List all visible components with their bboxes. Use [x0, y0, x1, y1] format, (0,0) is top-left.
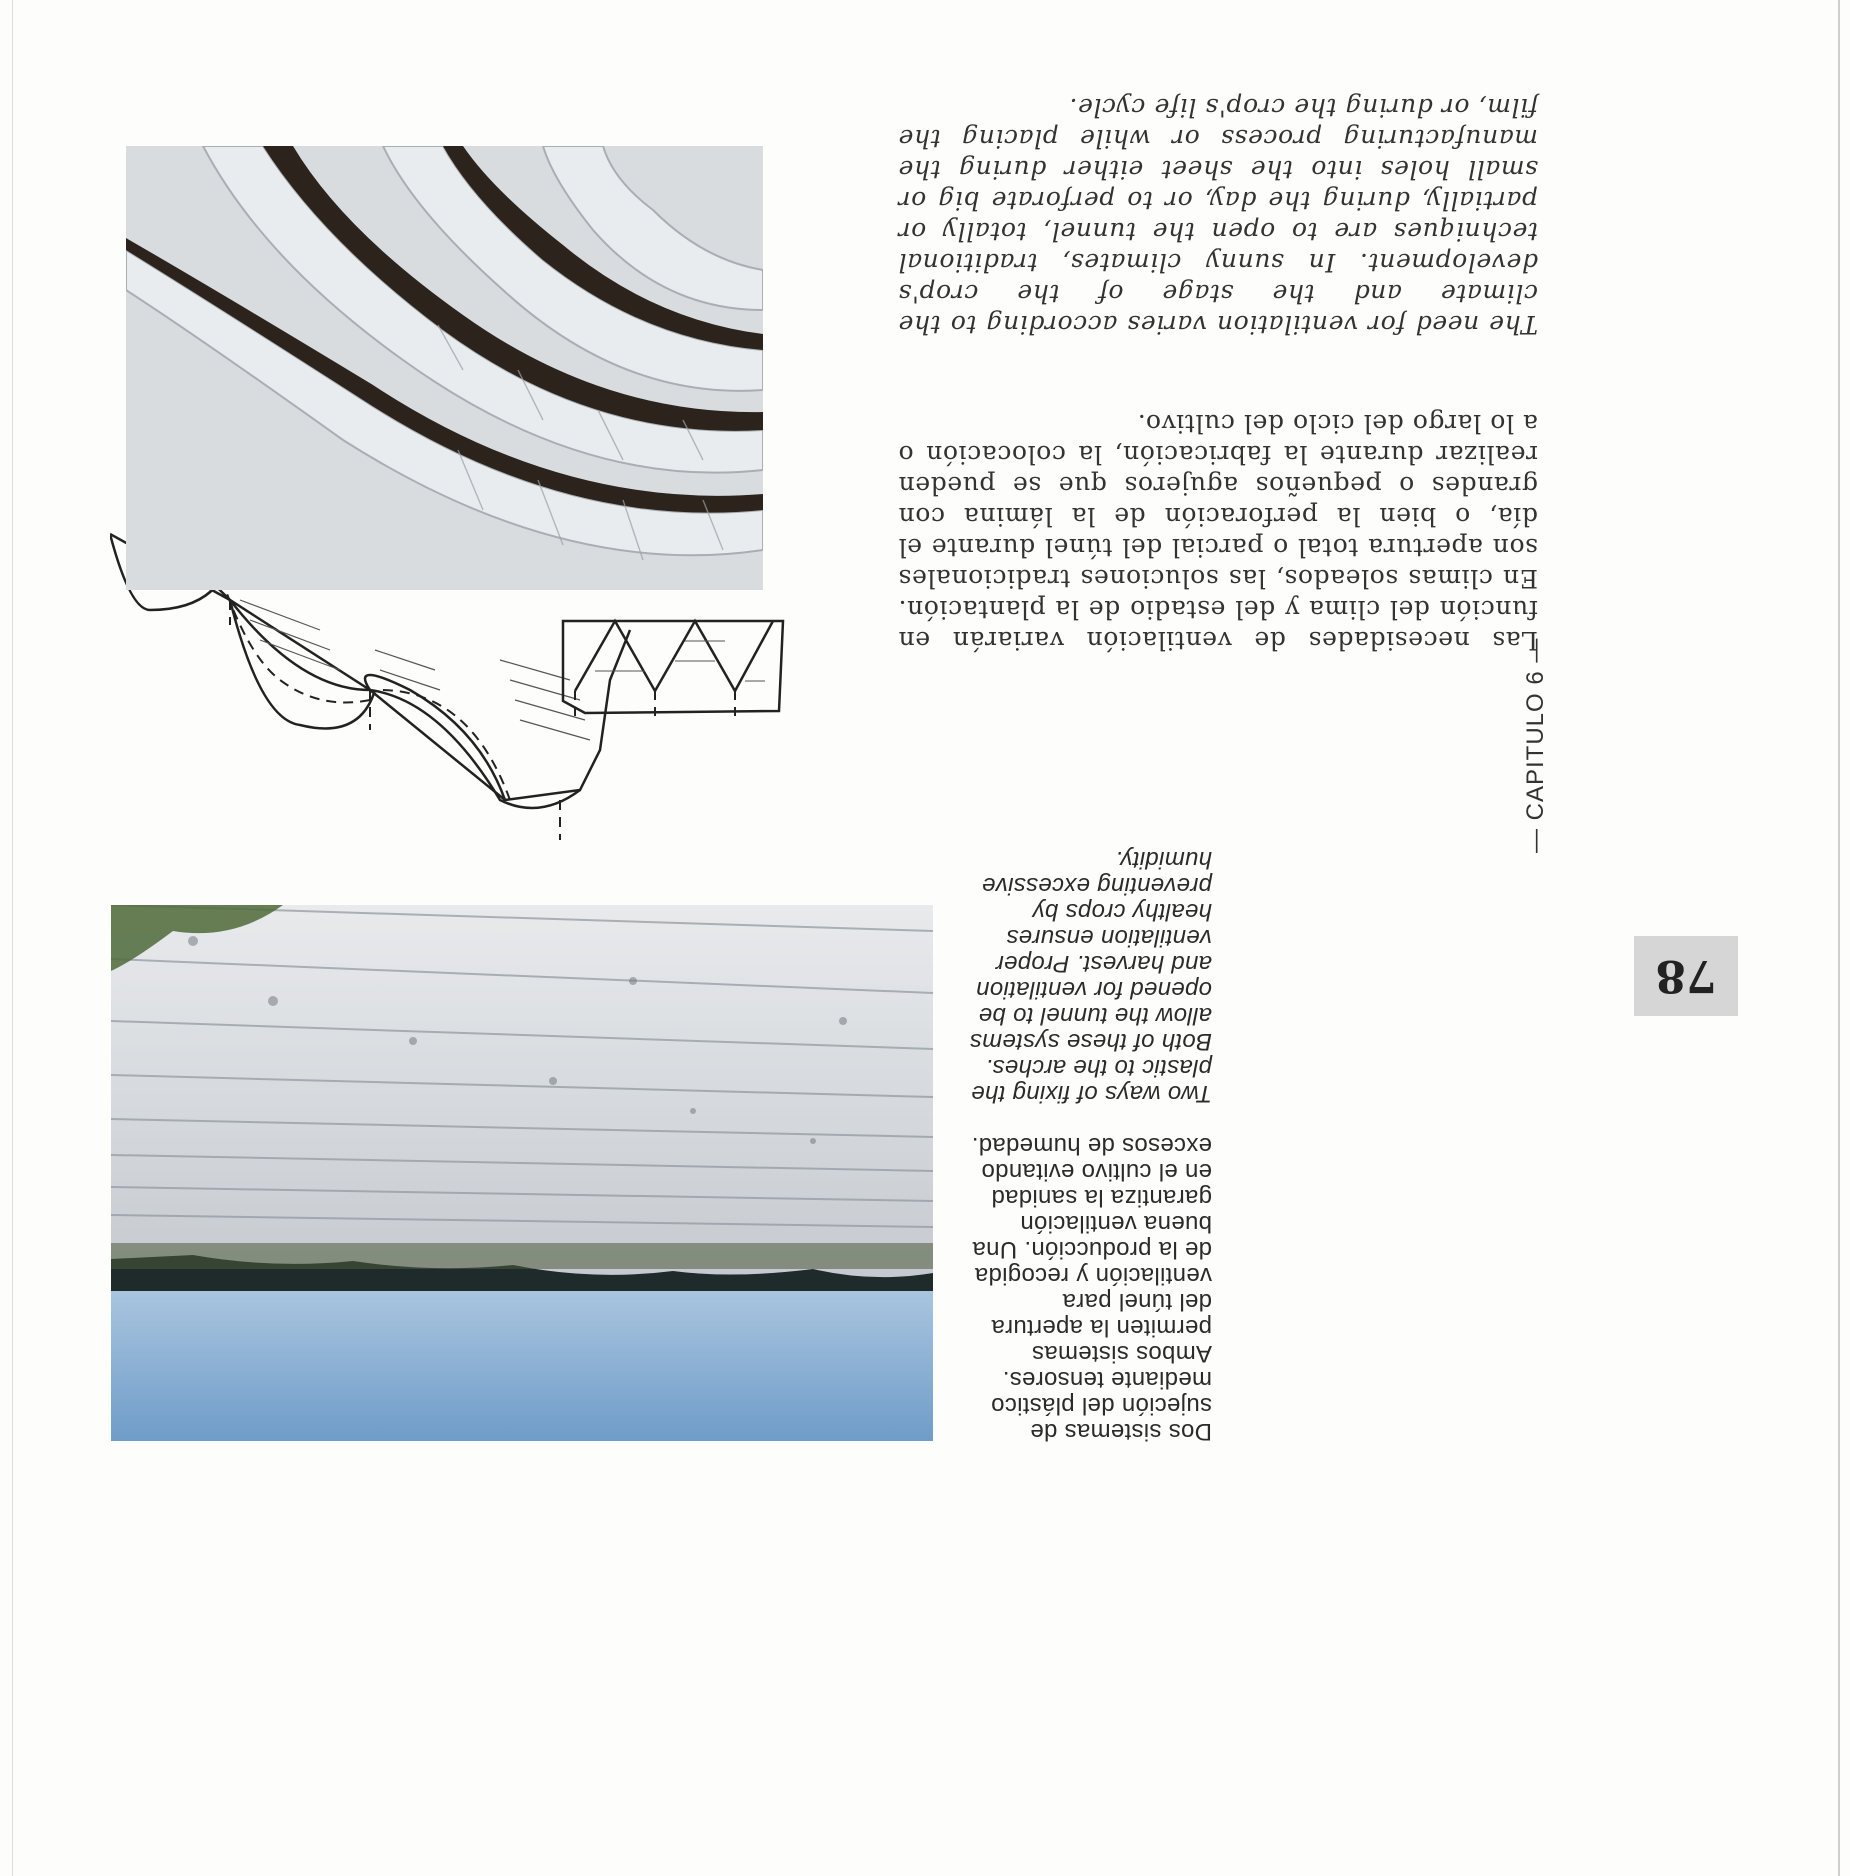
page-edge-line [12, 0, 13, 1876]
page-number-tab [1634, 936, 1738, 1016]
page-number: 78 [1655, 950, 1717, 1002]
chapter-label: — CAPITULO 6 — [1522, 637, 1549, 853]
field-tunnels-photo [111, 905, 933, 1441]
tunnel-rows-photo [126, 146, 763, 590]
spanish-caption: Dos sistemas de sujeción del plástico mediante tensores. Ambos sistemas permiten la apertura del túnel para ventilación y recogida de la producción. Una buena ventilación garantiza la sanidad en el cultivo evitando excesos de humedad. [971, 1132, 1212, 1445]
english-body-text: The need for ventilation varies according to the climate and the stage of the crop's development. In sunny climates, traditional techniques are to open the tunnel, totally or partially, during the day, or to perforate big or small holes into the sheet either during the manufacturing process or while placing the film, or during the crop's life cycle. [898, 93, 1538, 339]
english-caption: Two ways of fixing the plastic to the arches. Both of these systems allow the tunnel to be opened for ventilation and harvest. Proper ventilation ensures healthy crops by preventing excessive humidity. [969, 846, 1212, 1107]
tunnel-cross-section-sketch [520, 611, 785, 721]
binding-edge-line [1838, 0, 1840, 1876]
spanish-body-text: Las necesidades de ventilación variarán en función del clima y del estadio de la plantación. En climas soleados, las soluciones tradicionales son apertura total o parcial del túnel durante el día, o bien la perforación de la lámina con grandes o pequeños agujeros que se pueden realizar durante la fabricación, la colocación o a lo largo del ciclo del cultivo. [898, 409, 1538, 655]
